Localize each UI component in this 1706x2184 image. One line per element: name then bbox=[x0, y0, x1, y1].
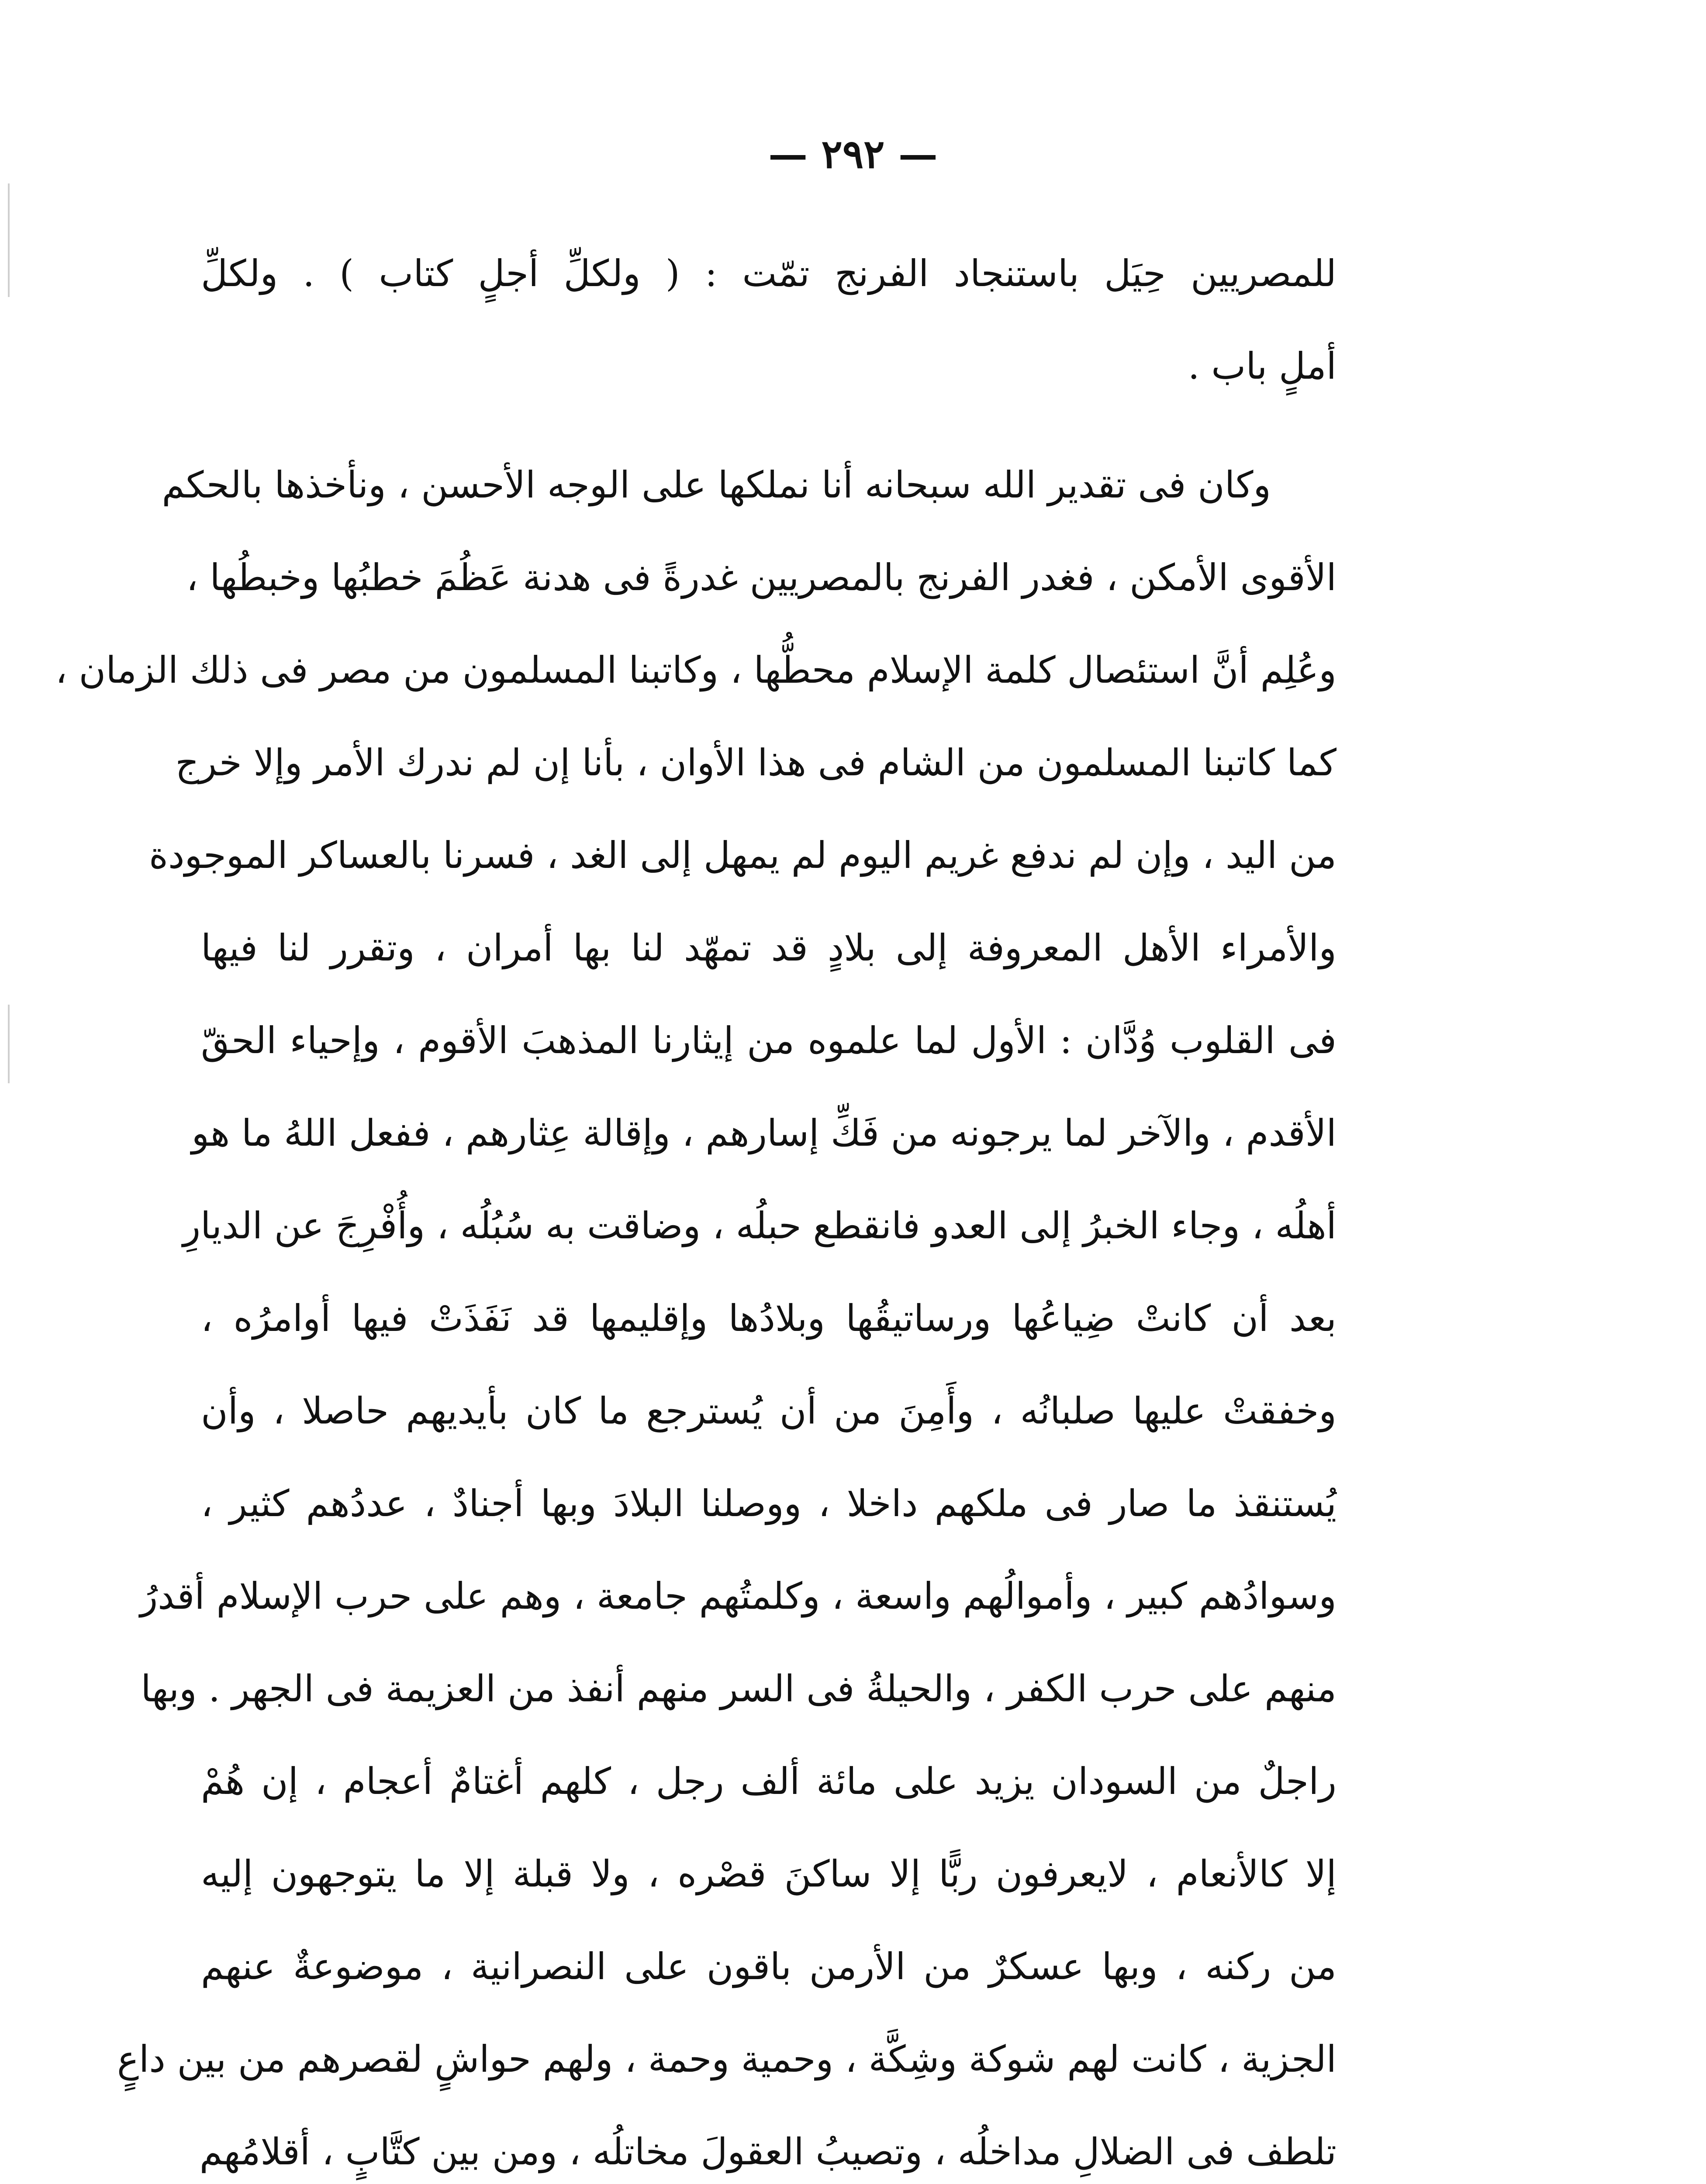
text-line: الأقدم ، والآخر لما يرجونه من فَكِّ إسارهم ، وإقالة عِثارهم ، ففعل اللهُ ما هو bbox=[191, 1112, 1336, 1154]
text-line: يُستنقذ ما صار فى ملكهم داخلا ، ووصلنا البلادَ وبها أجنادٌ ، عددُهم كثير ، bbox=[201, 1482, 1336, 1525]
text-line: تلطف فى الضلالِ مداخلُه ، وتصيبُ العقولَ مخاتلُه ، ومن بين كتَّابٍ ، أقلامُهم bbox=[199, 2130, 1336, 2173]
text-line: وسوادُهم كبير ، وأموالُهم واسعة ، وكلمتُهم جامعة ، وهم على حرب الإسلام أقدرُ bbox=[140, 1575, 1336, 1617]
text-line: بعد أن كانتْ ضِياعُها ورساتيقُها وبلادُها وإقليمها قد نَفَذَتْ فيها أوامرُه ، bbox=[201, 1297, 1336, 1340]
page-number: — ٢٩٢ — bbox=[768, 131, 938, 177]
text-line: فى القلوب وُدَّان : الأول لما علموه من إيثارنا المذهبَ الأقوم ، وإحياء الحقّ bbox=[201, 1019, 1336, 1062]
text-line: وعُلِم أنَّ استئصال كلمة الإسلام محطُّها ، وكاتبنا المسلمون من مصر فى ذلك الزمان ، bbox=[55, 649, 1336, 691]
paragraph bbox=[55, 439, 1336, 2184]
scan-margin-mark bbox=[8, 1005, 10, 1083]
text-line: وكان فى تقدير الله سبحانه أنا نملكها على الوجه الأحسن ، ونأخذها بالحكم bbox=[162, 463, 1271, 506]
text-line: منهم على حرب الكفر ، والحيلةُ فى السر منهم أنفذ من العزيمة فى الجهر . وبها bbox=[141, 1667, 1336, 1710]
text-line: من ركنه ، وبها عسكرٌ من الأرمن باقون على النصرانية ، موضوعةٌ عنهم bbox=[201, 1945, 1336, 1988]
text-line: للمصريين حِيَل باستنجاد الفرنج تمّت : ( ولكلِّ أجلٍ كتاب ) . ولكلِّ bbox=[201, 252, 1336, 295]
text-line: كما كاتبنا المسلمون من الشام فى هذا الأوان ، بأنا إن لم ندرك الأمر وإلا خرج bbox=[175, 741, 1336, 784]
text-line: راجلٌ من السودان يزيد على مائة ألف رجل ، كلهم أغتامٌ أعجام ، إن هُمْ bbox=[201, 1760, 1336, 1803]
text-line: أهلُه ، وجاء الخبرُ إلى العدو فانقطع حبلُه ، وضاقت به سُبُلُه ، وأُفْرِجَ عن الديارِ bbox=[183, 1204, 1336, 1247]
paragraph bbox=[201, 227, 1336, 412]
paragraph-gap bbox=[201, 412, 1336, 439]
text-line: من اليد ، وإن لم ندفع غريم اليوم لم يمهل إلى الغد ، فسرنا بالعساكر الموجودة bbox=[149, 834, 1336, 877]
body-text bbox=[55, 227, 1336, 2184]
text-line: إلا كالأنعام ، لايعرفون ربًّا إلا ساكنَ قصْره ، ولا قبلة إلا ما يتوجهون إليه bbox=[201, 1852, 1336, 1895]
text-line: أملٍ باب . bbox=[1188, 345, 1336, 387]
text-line: والأمراء الأهل المعروفة إلى بلادٍ قد تمهّد لنا بها أمران ، وتقرر لنا فيها bbox=[201, 926, 1336, 969]
text-line: وخفقتْ عليها صلبانُه ، وأَمِنَ من أن يُسترجع ما كان بأيديهم حاصلا ، وأن bbox=[201, 1389, 1336, 1432]
text-line: الجزية ، كانت لهم شوكة وشِكَّة ، وحمية وحمة ، ولهم حواشٍ لقصرهم من بين داعٍ bbox=[117, 2038, 1336, 2080]
scan-margin-mark bbox=[8, 183, 10, 297]
text-line: الأقوى الأمكن ، فغدر الفرنج بالمصريين غدرةً فى هدنة عَظُمَ خطبُها وخبطُها ، bbox=[186, 556, 1336, 599]
